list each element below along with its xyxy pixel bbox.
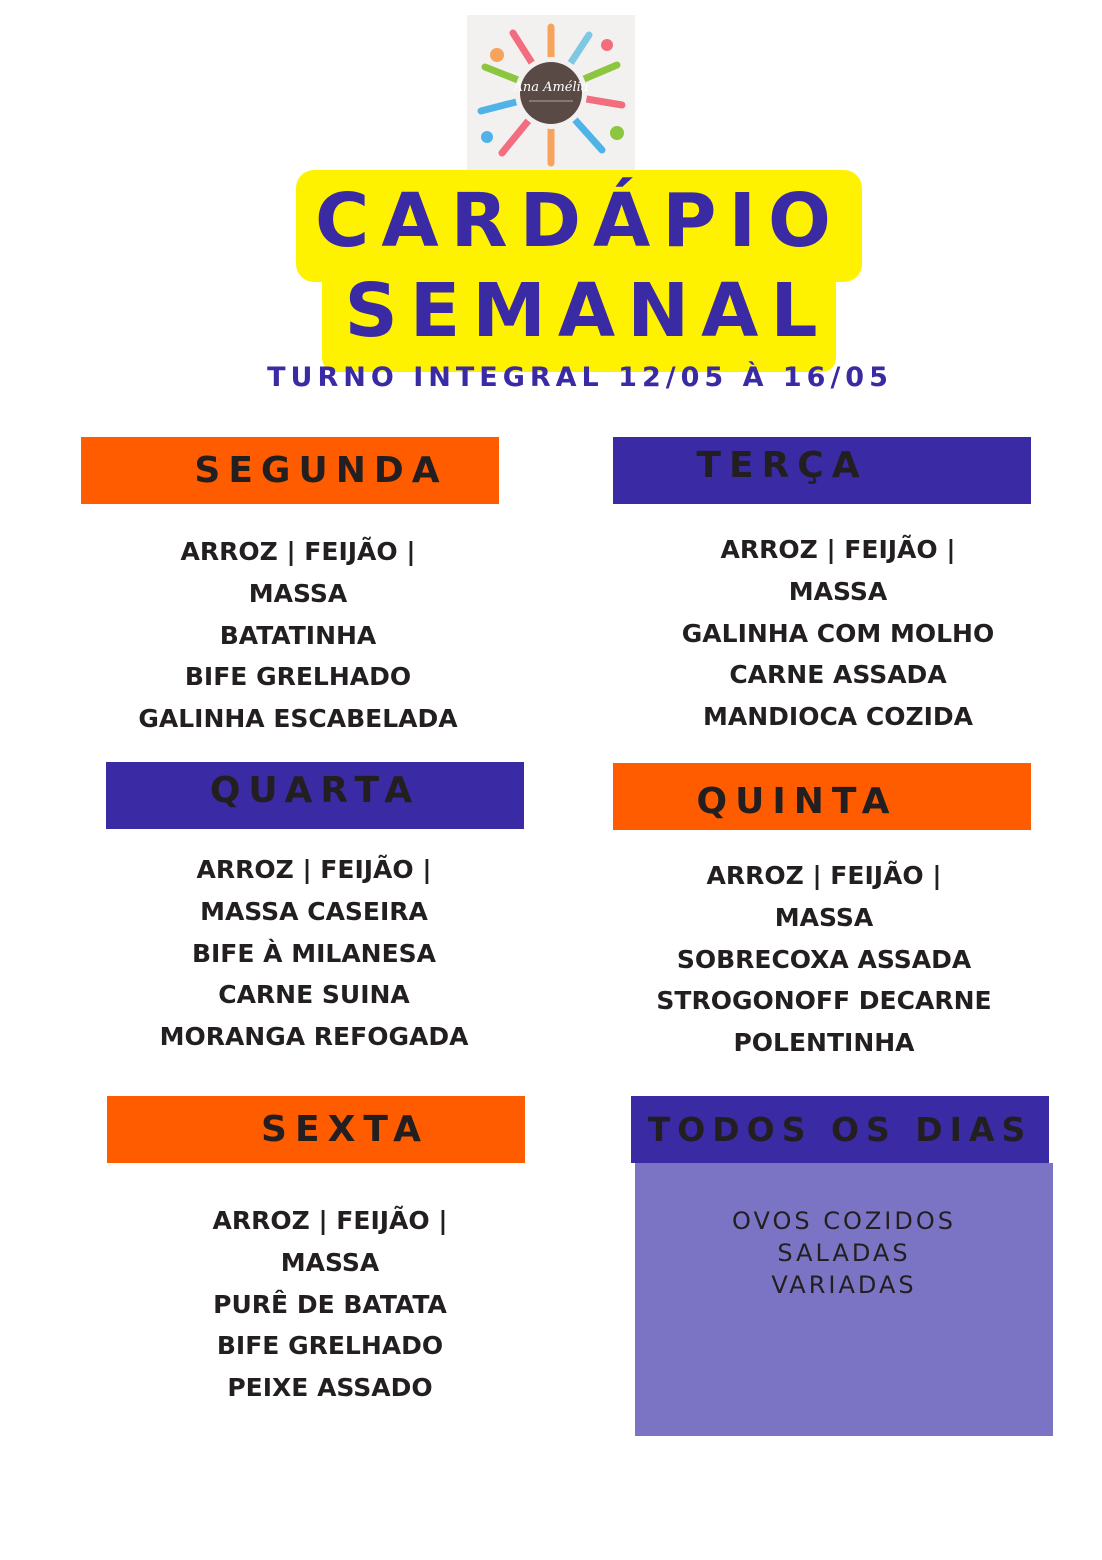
menu-item: MASSA: [774, 902, 874, 932]
day-header-todos-os-dias: [631, 1096, 1049, 1163]
menu-item: PEIXE ASSADO: [227, 1373, 433, 1403]
all-days-item: OVOS COZIDOS: [732, 1207, 956, 1235]
menu-item: ARROZ | FEIJÃO |: [720, 535, 956, 564]
day-header-segunda: [81, 437, 499, 504]
menu-item: POLENTINHA: [733, 1028, 915, 1058]
logo-brand-text: Ana Amélia: [513, 80, 589, 95]
menu-item: BIFE À MILANESA: [191, 938, 437, 968]
menu-item: MASSA CASEIRA: [200, 896, 428, 926]
menu-item: ARROZ | FEIJÃO |: [212, 1206, 448, 1235]
menu-list-sexta: [120, 1200, 540, 1409]
menu-item: ARROZ | FEIJÃO |: [706, 861, 942, 890]
menu-item: SOBRECOXA ASSADA: [676, 944, 972, 974]
day-name: TERÇA: [696, 445, 868, 486]
title-line-1: CARDÁPIO: [315, 178, 843, 264]
menu-item: MANDIOCA COZIDA: [703, 702, 973, 732]
menu-list-terca: [628, 529, 1048, 738]
menu-list-quinta: [614, 855, 1034, 1064]
title-box: [296, 170, 862, 372]
all-days-item: SALADAS: [777, 1239, 911, 1267]
menu-item: MASSA: [248, 578, 348, 608]
day-name: SEGUNDA: [194, 450, 448, 491]
menu-item: GALINHA COM MOLHO: [681, 618, 995, 648]
menu-item: BIFE GRELHADO: [216, 1331, 444, 1361]
menu-list-quarta: [104, 849, 524, 1058]
menu-item: GALINHA ESCABELADA: [138, 704, 458, 734]
menu-item: ARROZ | FEIJÃO |: [196, 855, 432, 884]
subtitle: TURNO INTEGRAL 12/05 À 16/05: [267, 362, 893, 393]
menu-item: BIFE GRELHADO: [184, 662, 412, 692]
day-header-quarta: [106, 762, 524, 829]
menu-item: BATATINHA: [219, 620, 377, 650]
day-header-quinta: [613, 763, 1031, 830]
menu-item: MORANGA REFOGADA: [159, 1022, 469, 1052]
menu-item: CARNE SUINA: [218, 980, 410, 1010]
menu-item: MASSA: [280, 1247, 380, 1277]
day-header-sexta: [107, 1096, 525, 1163]
day-name: SEXTA: [261, 1109, 429, 1150]
menu-item: MASSA: [788, 576, 888, 606]
day-name: QUARTA: [209, 770, 421, 811]
menu-item: PURÊ DE BATATA: [213, 1289, 447, 1319]
day-name: QUINTA: [696, 781, 898, 822]
menu-item: CARNE ASSADA: [729, 660, 947, 690]
title-line-2: SEMANAL: [344, 268, 830, 354]
all-days-item: VARIADAS: [771, 1271, 917, 1299]
all-days-list: [635, 1205, 1053, 1301]
day-header-terca: [613, 437, 1031, 504]
food-utensils-logo-icon: [467, 15, 635, 170]
menu-item: ARROZ | FEIJÃO |: [180, 537, 416, 566]
menu-list-segunda: [88, 531, 508, 740]
logo: [467, 15, 635, 170]
menu-item: STROGONOFF DECARNE: [656, 986, 992, 1016]
day-name: TODOS OS DIAS: [647, 1110, 1033, 1149]
